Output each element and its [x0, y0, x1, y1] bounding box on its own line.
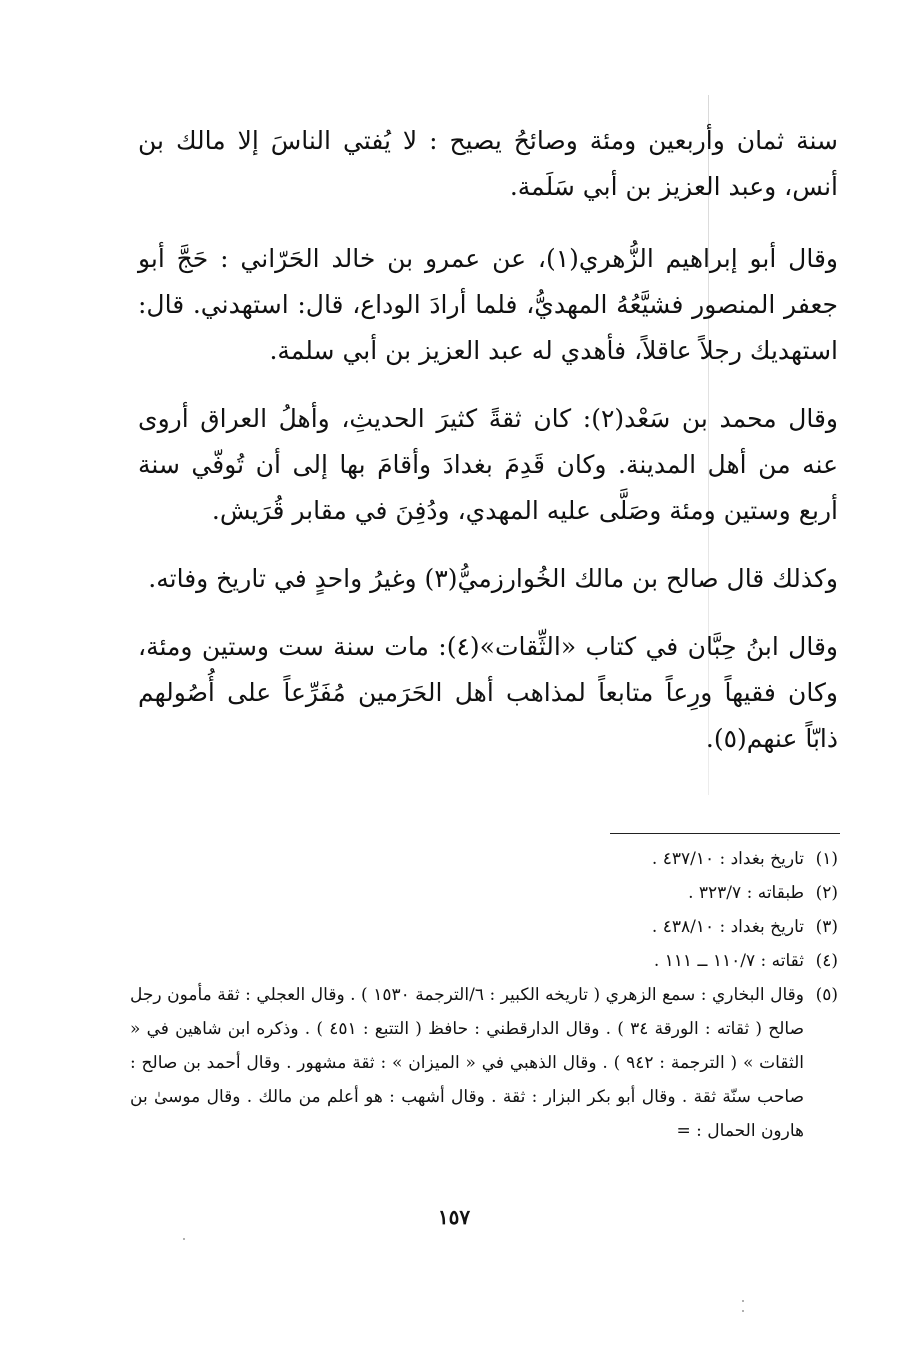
- footnotes-separator: [610, 833, 840, 834]
- footnote-text: ثقاته : ١١٠/٧ ــ ١١١ .: [653, 951, 804, 971]
- footnotes: [130, 842, 838, 1148]
- main-text: [138, 118, 838, 784]
- footnote-text: تاريخ بغداد : ٤٣٨/١٠ .: [651, 917, 804, 937]
- footnote-number: (١): [815, 849, 838, 869]
- footnote: [130, 876, 838, 910]
- scan-speck: [183, 1238, 185, 1240]
- footnote-text: تاريخ بغداد : ٤٣٧/١٠ .: [651, 849, 804, 869]
- footnote: [130, 910, 838, 944]
- scan-speck: [742, 1310, 744, 1312]
- footnote-number: (٣): [815, 917, 838, 937]
- footnote-text: طبقاته : ٣٢٣/٧ .: [688, 883, 804, 903]
- page-number: ١٥٧: [437, 1205, 471, 1229]
- paragraph: وقال أبو إبراهيم الزُّهري(١)، عن عمرو بن خالد الحَرّاني : حَجَّ أبو جعفر المنصور فشيَّعُهُ المهديُّ، فلما أرادَ الوداع، قال: استهدني. قال: استهديك رجلاً عاقلاً، فأهدي له عبد العزيز بن أبي سلمة.: [138, 244, 838, 365]
- footnote-number: (٥): [815, 985, 838, 1005]
- footnote: [130, 978, 838, 1148]
- footnote: [130, 842, 838, 876]
- paragraph: سنة ثمان وأربعين ومئة وصائحُ يصيح : لا يُفتي الناسَ إلا مالك بن أنس، وعبد العزيز بن أبي سَلَمة.: [138, 126, 838, 201]
- scan-speck: [742, 1300, 744, 1302]
- footnote: [130, 944, 838, 978]
- paragraph: وكذلك قال صالح بن مالك الخُوارزميُّ(٣) وغيرُ واحدٍ في تاريخ وفاته.: [148, 564, 838, 593]
- paragraph: وقال محمد بن سَعْد(٢): كان ثقةً كثيرَ الحديثِ، وأهلُ العراق أروى عنه من أهل المدينة. وكان قَدِمَ بغدادَ وأقامَ بها إلى أن تُوفّي سنة أربع وستين ومئة وصَلَّى عليه المهدي، ودُفِنَ في مقابر قُرَيش.: [138, 404, 838, 525]
- footnote-number: (٢): [815, 883, 838, 903]
- footnote-text: وقال البخاري : سمع الزهري ( تاريخه الكبير : ٦/الترجمة ١٥٣٠ ) . وقال العجلي : ثقة مأمون رجل صالح ( ثقاته : الورقة ٣٤ ) . وقال الدارقطني : حافظ ( التتبع : ٤٥١ ) . وذكره ابن شاهين في « الثقات » ( الترجمة : ٩٤٢ ) . وقال الذهبي في « الميزان » : ثقة مشهور . وقال أحمد بن صالح : صاحب سنّة ثقة . وقال أبو بكر البزار : ثقة . وقال أشهب : هو أعلم من مالك . وقال موسىٰ بن هارون الحمال : =: [130, 985, 805, 1141]
- paragraph: وقال ابنُ حِبَّان في كتاب «الثِّقات»(٤): مات سنة ست وستين ومئة، وكان فقيهاً ورِعاً متابعاً لمذاهب أهل الحَرَمين مُفَرِّعاً على أُصُولهم ذابّاً عنهم(٥).: [138, 632, 838, 753]
- footnote-number: (٤): [815, 951, 838, 971]
